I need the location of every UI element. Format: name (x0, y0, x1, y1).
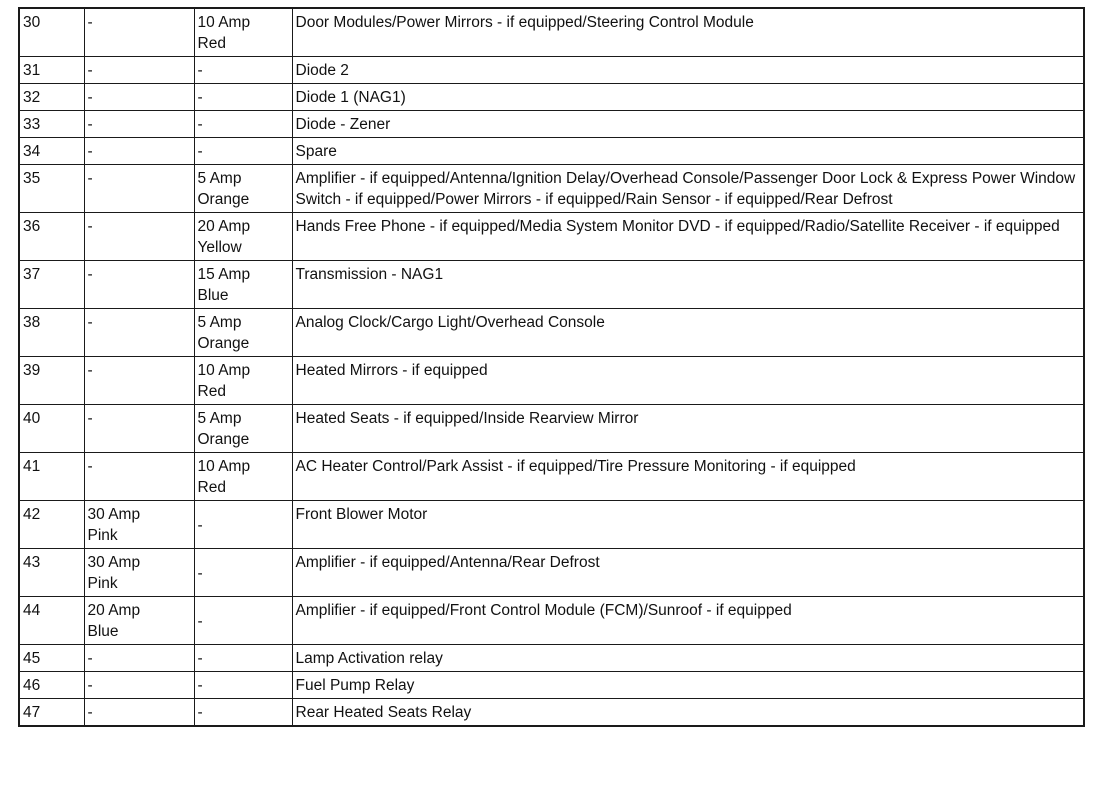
fuse-table-body (19, 8, 1084, 726)
cavity-cell: 31 (19, 57, 84, 84)
table-row (19, 213, 1084, 261)
description-cell: Door Modules/Power Mirrors - if equipped/Steering Control Module (292, 8, 1084, 57)
table-row (19, 501, 1084, 549)
description-cell: Amplifier - if equipped/Antenna/Ignition Delay/Overhead Console/Passenger Door Lock & Express Power Window Switch - if equipped/Power Mirrors - if equipped/Rain Sensor - if equipped/Rear Defrost (292, 165, 1084, 213)
cartridge-fuse-cell: - (84, 672, 194, 699)
cavity-cell: 32 (19, 84, 84, 111)
cartridge-fuse-cell: - (84, 111, 194, 138)
table-row (19, 645, 1084, 672)
cavity-cell: 43 (19, 549, 84, 597)
table-row (19, 699, 1084, 727)
description-cell: Amplifier - if equipped/Front Control Module (FCM)/Sunroof - if equipped (292, 597, 1084, 645)
table-row (19, 84, 1084, 111)
mini-fuse-cell: - (194, 111, 292, 138)
description-cell: Heated Seats - if equipped/Inside Rearview Mirror (292, 405, 1084, 453)
cartridge-fuse-cell: - (84, 309, 194, 357)
description-cell: Hands Free Phone - if equipped/Media System Monitor DVD - if equipped/Radio/Satellite Receiver - if equipped (292, 213, 1084, 261)
table-row (19, 138, 1084, 165)
table-row (19, 453, 1084, 501)
mini-fuse-cell: 10 Amp Red (194, 453, 292, 501)
cavity-cell: 39 (19, 357, 84, 405)
cartridge-fuse-cell: - (84, 699, 194, 727)
mini-fuse-cell: - (194, 84, 292, 111)
cavity-cell: 30 (19, 8, 84, 57)
cartridge-fuse-cell: - (84, 645, 194, 672)
cavity-cell: 38 (19, 309, 84, 357)
table-row (19, 672, 1084, 699)
mini-fuse-cell: 5 Amp Orange (194, 405, 292, 453)
table-row (19, 309, 1084, 357)
description-cell: Diode 2 (292, 57, 1084, 84)
cavity-cell: 34 (19, 138, 84, 165)
cartridge-fuse-cell: - (84, 165, 194, 213)
description-cell: Lamp Activation relay (292, 645, 1084, 672)
fuse-table (18, 7, 1085, 727)
cartridge-fuse-cell: - (84, 8, 194, 57)
description-cell: Heated Mirrors - if equipped (292, 357, 1084, 405)
cavity-cell: 47 (19, 699, 84, 727)
table-row (19, 165, 1084, 213)
cartridge-fuse-cell: - (84, 453, 194, 501)
cartridge-fuse-cell: 30 Amp Pink (84, 549, 194, 597)
cartridge-fuse-cell: - (84, 84, 194, 111)
table-row (19, 8, 1084, 57)
cartridge-fuse-cell: - (84, 261, 194, 309)
description-cell: Fuel Pump Relay (292, 672, 1084, 699)
cartridge-fuse-cell: - (84, 213, 194, 261)
mini-fuse-cell: - (194, 549, 292, 597)
cavity-cell: 45 (19, 645, 84, 672)
description-cell: Transmission - NAG1 (292, 261, 1084, 309)
cavity-cell: 44 (19, 597, 84, 645)
cartridge-fuse-cell: - (84, 138, 194, 165)
mini-fuse-cell: - (194, 645, 292, 672)
description-cell: Amplifier - if equipped/Antenna/Rear Defrost (292, 549, 1084, 597)
mini-fuse-cell: 20 Amp Yellow (194, 213, 292, 261)
description-cell: Diode - Zener (292, 111, 1084, 138)
description-cell: Analog Clock/Cargo Light/Overhead Console (292, 309, 1084, 357)
description-cell: AC Heater Control/Park Assist - if equipped/Tire Pressure Monitoring - if equipped (292, 453, 1084, 501)
mini-fuse-cell: - (194, 57, 292, 84)
mini-fuse-cell: 5 Amp Orange (194, 309, 292, 357)
cavity-cell: 33 (19, 111, 84, 138)
mini-fuse-cell: 10 Amp Red (194, 8, 292, 57)
mini-fuse-cell: - (194, 138, 292, 165)
cartridge-fuse-cell: 30 Amp Pink (84, 501, 194, 549)
mini-fuse-cell: - (194, 672, 292, 699)
mini-fuse-cell: - (194, 501, 292, 549)
table-row (19, 261, 1084, 309)
cavity-cell: 46 (19, 672, 84, 699)
cavity-cell: 40 (19, 405, 84, 453)
mini-fuse-cell: - (194, 699, 292, 727)
table-row (19, 111, 1084, 138)
table-row (19, 357, 1084, 405)
table-row (19, 57, 1084, 84)
cartridge-fuse-cell: - (84, 57, 194, 84)
table-row (19, 549, 1084, 597)
cartridge-fuse-cell: - (84, 357, 194, 405)
mini-fuse-cell: 5 Amp Orange (194, 165, 292, 213)
table-row (19, 405, 1084, 453)
table-row (19, 597, 1084, 645)
mini-fuse-cell: - (194, 597, 292, 645)
cavity-cell: 37 (19, 261, 84, 309)
cavity-cell: 36 (19, 213, 84, 261)
cartridge-fuse-cell: 20 Amp Blue (84, 597, 194, 645)
description-cell: Spare (292, 138, 1084, 165)
description-cell: Front Blower Motor (292, 501, 1084, 549)
mini-fuse-cell: 10 Amp Red (194, 357, 292, 405)
mini-fuse-cell: 15 Amp Blue (194, 261, 292, 309)
cartridge-fuse-cell: - (84, 405, 194, 453)
cavity-cell: 35 (19, 165, 84, 213)
description-cell: Diode 1 (NAG1) (292, 84, 1084, 111)
cavity-cell: 41 (19, 453, 84, 501)
description-cell: Rear Heated Seats Relay (292, 699, 1084, 727)
cavity-cell: 42 (19, 501, 84, 549)
